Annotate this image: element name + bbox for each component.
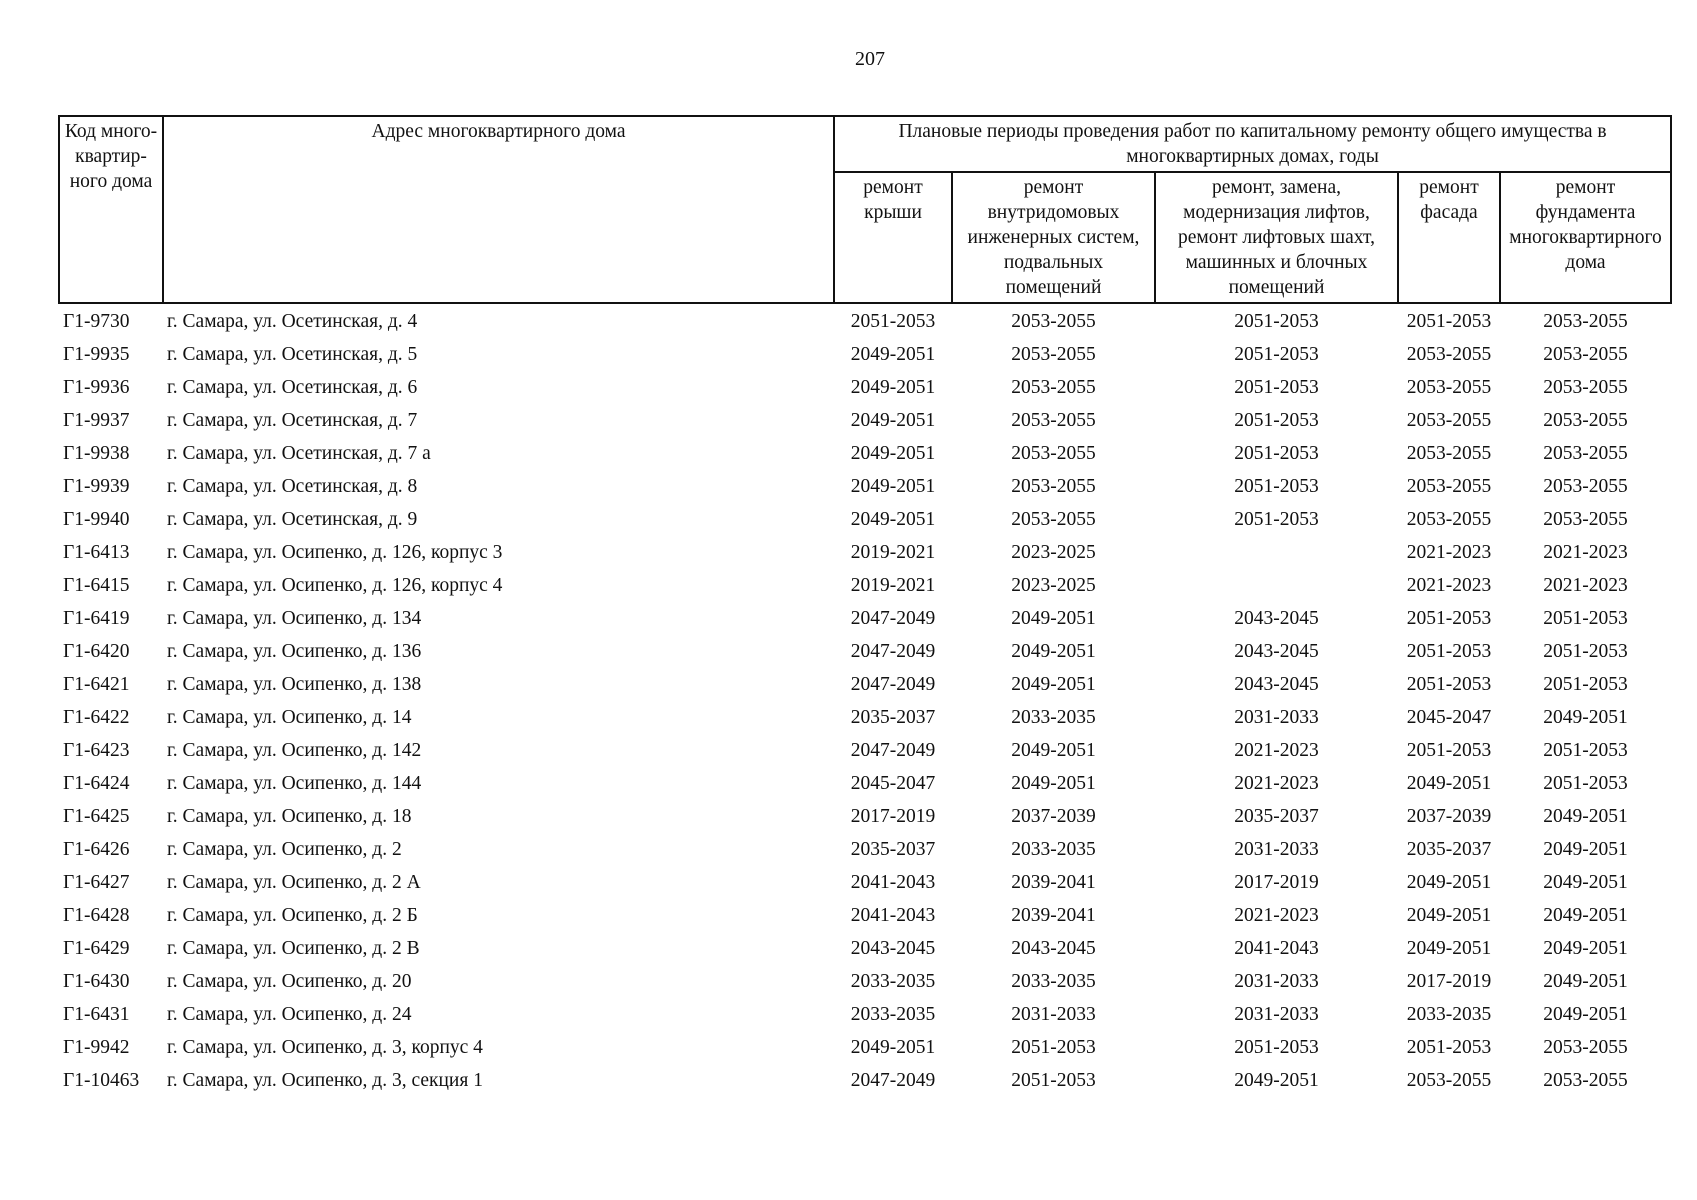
cell-code: Г1-9939 (63, 476, 130, 497)
cell-code: Г1-6431 (63, 1004, 130, 1025)
cell-roof: 2051-2053 (850, 311, 936, 332)
cell-lifts: 2051-2053 (1234, 1037, 1319, 1058)
cell-roof: 2047-2049 (850, 641, 936, 662)
table-body (59, 303, 1671, 1097)
cell-facade: 2051-2053 (1406, 674, 1492, 695)
cell-foundation: 2053-2055 (1543, 476, 1628, 497)
cell-foundation: 2049-2051 (1543, 938, 1628, 959)
table-row (59, 569, 1671, 602)
cell-systems: 2023-2025 (1011, 575, 1096, 596)
table-row (59, 404, 1671, 437)
cell-facade: 2037-2039 (1406, 806, 1492, 827)
cell-address: г. Самара, ул. Осипенко, д. 134 (167, 608, 422, 629)
cell-systems: 2033-2035 (1011, 839, 1096, 860)
cell-code: Г1-6424 (63, 773, 130, 794)
cell-facade: 2035-2037 (1406, 839, 1492, 860)
cell-systems: 2049-2051 (1011, 674, 1096, 695)
cell-facade: 2053-2055 (1406, 344, 1492, 365)
cell-foundation: 2053-2055 (1543, 443, 1628, 464)
cell-systems: 2031-2033 (1011, 1004, 1096, 1025)
table-row (59, 833, 1671, 866)
cell-lifts: 2051-2053 (1234, 443, 1319, 464)
cell-facade: 2053-2055 (1406, 377, 1492, 398)
cell-lifts: 2021-2023 (1234, 740, 1319, 761)
cell-address: г. Самара, ул. Осипенко, д. 2 (167, 839, 402, 860)
cell-systems: 2049-2051 (1011, 641, 1096, 662)
cell-address: г. Самара, ул. Осетинская, д. 7 (167, 410, 418, 431)
table-row (59, 303, 1671, 338)
cell-roof: 2033-2035 (850, 1004, 936, 1025)
cell-code: Г1-6427 (63, 872, 130, 893)
cell-systems: 2037-2039 (1011, 806, 1096, 827)
cell-lifts: 2031-2033 (1234, 1004, 1319, 1025)
cell-facade: 2053-2055 (1406, 443, 1492, 464)
cell-address: г. Самара, ул. Осипенко, д. 142 (167, 740, 422, 761)
cell-address: г. Самара, ул. Осипенко, д. 2 А (167, 872, 421, 893)
cell-code: Г1-9937 (63, 410, 130, 431)
cell-roof: 2049-2051 (850, 476, 936, 497)
cell-code: Г1-9942 (63, 1037, 130, 1058)
cell-systems: 2051-2053 (1011, 1070, 1096, 1091)
header-roof: ремонт крыши (834, 172, 952, 303)
cell-foundation: 2049-2051 (1543, 839, 1628, 860)
header-facade: ремонт фасада (1398, 172, 1500, 303)
cell-code: Г1-6430 (63, 971, 130, 992)
table-row (59, 932, 1671, 965)
cell-roof: 2047-2049 (850, 740, 936, 761)
cell-facade: 2049-2051 (1406, 905, 1492, 926)
cell-foundation: 2053-2055 (1543, 1070, 1628, 1091)
cell-foundation: 2049-2051 (1543, 1004, 1628, 1025)
cell-systems: 2051-2053 (1011, 1037, 1096, 1058)
cell-lifts: 2043-2045 (1234, 674, 1319, 695)
cell-code: Г1-10463 (63, 1070, 140, 1091)
cell-lifts: 2035-2037 (1234, 806, 1319, 827)
cell-roof: 2045-2047 (850, 773, 936, 794)
header-lifts: ремонт, замена, модернизация лифтов, ремонт лифтовых шахт, машинных и блочных помещений (1155, 172, 1398, 303)
table-row (59, 701, 1671, 734)
cell-address: г. Самара, ул. Осипенко, д. 3, секция 1 (167, 1070, 483, 1091)
cell-systems: 2049-2051 (1011, 740, 1096, 761)
cell-code: Г1-6422 (63, 707, 130, 728)
cell-lifts: 2043-2045 (1234, 608, 1319, 629)
cell-facade: 2053-2055 (1406, 1070, 1492, 1091)
header-row-top (59, 116, 1671, 172)
cell-foundation: 2051-2053 (1543, 740, 1628, 761)
cell-facade: 2049-2051 (1406, 773, 1492, 794)
table-row (59, 437, 1671, 470)
cell-lifts: 2041-2043 (1234, 938, 1319, 959)
cell-foundation: 2053-2055 (1543, 1037, 1628, 1058)
cell-lifts: 2051-2053 (1234, 476, 1319, 497)
cell-code: Г1-9940 (63, 509, 130, 530)
cell-foundation: 2051-2053 (1543, 674, 1628, 695)
table-row (59, 536, 1671, 569)
header-systems: ремонт внутридомовых инженерных систем, подвальных помещений (952, 172, 1155, 303)
cell-lifts: 2051-2053 (1234, 377, 1319, 398)
cell-roof: 2049-2051 (850, 509, 936, 530)
cell-lifts (1155, 569, 1398, 602)
cell-foundation: 2053-2055 (1543, 410, 1628, 431)
page-number: 207 (855, 48, 885, 70)
cell-foundation: 2053-2055 (1543, 377, 1628, 398)
cell-systems: 2023-2025 (1011, 542, 1096, 563)
cell-address: г. Самара, ул. Осипенко, д. 136 (167, 641, 422, 662)
table-row (59, 734, 1671, 767)
cell-roof: 2019-2021 (850, 542, 936, 563)
cell-systems: 2053-2055 (1011, 410, 1096, 431)
cell-address: г. Самара, ул. Осипенко, д. 2 В (167, 938, 420, 959)
cell-facade: 2051-2053 (1406, 311, 1492, 332)
cell-systems: 2033-2035 (1011, 971, 1096, 992)
cell-foundation: 2051-2053 (1543, 773, 1628, 794)
cell-address: г. Самара, ул. Осипенко, д. 126, корпус 3 (167, 542, 503, 563)
table-row (59, 965, 1671, 998)
cell-address: г. Самара, ул. Осетинская, д. 6 (167, 377, 418, 398)
cell-systems: 2053-2055 (1011, 509, 1096, 530)
cell-lifts: 2049-2051 (1234, 1070, 1319, 1091)
cell-systems: 2053-2055 (1011, 311, 1096, 332)
cell-systems: 2043-2045 (1011, 938, 1096, 959)
cell-systems: 2049-2051 (1011, 608, 1096, 629)
cell-code: Г1-9938 (63, 443, 130, 464)
cell-facade: 2021-2023 (1406, 575, 1492, 596)
cell-address: г. Самара, ул. Осипенко, д. 126, корпус 4 (167, 575, 503, 596)
cell-foundation: 2051-2053 (1543, 641, 1628, 662)
cell-lifts: 2051-2053 (1234, 344, 1319, 365)
table-row (59, 800, 1671, 833)
cell-facade: 2045-2047 (1406, 707, 1492, 728)
cell-code: Г1-9730 (63, 311, 130, 332)
table-row (59, 503, 1671, 536)
cell-address: г. Самара, ул. Осетинская, д. 5 (167, 344, 418, 365)
cell-systems: 2053-2055 (1011, 344, 1096, 365)
cell-address: г. Самара, ул. Осипенко, д. 14 (167, 707, 412, 728)
cell-address: г. Самара, ул. Осипенко, д. 24 (167, 1004, 412, 1025)
header-foundation: ремонт фундамента многоквартирного дома (1500, 172, 1671, 303)
cell-address: г. Самара, ул. Осипенко, д. 144 (167, 773, 422, 794)
cell-facade: 2021-2023 (1406, 542, 1492, 563)
cell-address: г. Самара, ул. Осетинская, д. 9 (167, 509, 418, 530)
cell-lifts: 2051-2053 (1234, 509, 1319, 530)
cell-facade: 2053-2055 (1406, 509, 1492, 530)
cell-roof: 2047-2049 (850, 674, 936, 695)
cell-address: г. Самара, ул. Осипенко, д. 138 (167, 674, 422, 695)
cell-foundation: 2049-2051 (1543, 707, 1628, 728)
table-row (59, 470, 1671, 503)
cell-systems: 2033-2035 (1011, 707, 1096, 728)
cell-lifts: 2031-2033 (1234, 707, 1319, 728)
cell-roof: 2019-2021 (850, 575, 936, 596)
cell-roof: 2049-2051 (850, 377, 936, 398)
cell-systems: 2039-2041 (1011, 905, 1096, 926)
cell-foundation: 2049-2051 (1543, 905, 1628, 926)
cell-address: г. Самара, ул. Осипенко, д. 20 (167, 971, 412, 992)
cell-foundation: 2049-2051 (1543, 806, 1628, 827)
cell-foundation: 2021-2023 (1543, 575, 1628, 596)
cell-facade: 2053-2055 (1406, 410, 1492, 431)
cell-code: Г1-6413 (63, 542, 130, 563)
table-row (59, 635, 1671, 668)
cell-facade: 2051-2053 (1406, 1037, 1492, 1058)
cell-foundation: 2053-2055 (1543, 311, 1628, 332)
cell-lifts: 2051-2053 (1234, 311, 1319, 332)
cell-facade: 2049-2051 (1406, 872, 1492, 893)
table-row (59, 1031, 1671, 1064)
table-row (59, 371, 1671, 404)
table-row (59, 866, 1671, 899)
cell-systems: 2053-2055 (1011, 476, 1096, 497)
cell-facade: 2049-2051 (1406, 938, 1492, 959)
cell-facade: 2051-2053 (1406, 608, 1492, 629)
cell-lifts: 2017-2019 (1234, 872, 1319, 893)
table-row (59, 338, 1671, 371)
cell-facade: 2051-2053 (1406, 641, 1492, 662)
table-row (59, 1064, 1671, 1097)
cell-foundation: 2021-2023 (1543, 542, 1628, 563)
cell-address: г. Самара, ул. Осипенко, д. 18 (167, 806, 412, 827)
cell-code: Г1-6420 (63, 641, 130, 662)
cell-facade: 2033-2035 (1406, 1004, 1492, 1025)
table-row (59, 998, 1671, 1031)
cell-code: Г1-6415 (63, 575, 130, 596)
repair-schedule-table (58, 115, 1672, 1097)
cell-lifts: 2051-2053 (1234, 410, 1319, 431)
cell-roof: 2035-2037 (850, 707, 936, 728)
cell-code: Г1-6428 (63, 905, 130, 926)
cell-systems: 2049-2051 (1011, 773, 1096, 794)
cell-code: Г1-6423 (63, 740, 130, 761)
table-row (59, 767, 1671, 800)
cell-roof: 2041-2043 (850, 872, 936, 893)
cell-code: Г1-6429 (63, 938, 130, 959)
cell-code: Г1-6421 (63, 674, 130, 695)
table-row (59, 899, 1671, 932)
cell-code: Г1-6419 (63, 608, 130, 629)
cell-roof: 2047-2049 (850, 608, 936, 629)
cell-foundation: 2051-2053 (1543, 608, 1628, 629)
cell-foundation: 2049-2051 (1543, 872, 1628, 893)
cell-lifts: 2021-2023 (1234, 773, 1319, 794)
cell-roof: 2047-2049 (850, 1070, 936, 1091)
cell-facade: 2051-2053 (1406, 740, 1492, 761)
cell-roof: 2043-2045 (850, 938, 936, 959)
cell-foundation: 2053-2055 (1543, 509, 1628, 530)
cell-systems: 2039-2041 (1011, 872, 1096, 893)
cell-roof: 2049-2051 (850, 344, 936, 365)
cell-roof: 2041-2043 (850, 905, 936, 926)
cell-roof: 2049-2051 (850, 1037, 936, 1058)
cell-address: г. Самара, ул. Осетинская, д. 7 а (167, 443, 431, 464)
cell-systems: 2053-2055 (1011, 377, 1096, 398)
cell-foundation: 2049-2051 (1543, 971, 1628, 992)
table-row (59, 668, 1671, 701)
cell-lifts: 2031-2033 (1234, 839, 1319, 860)
cell-lifts: 2031-2033 (1234, 971, 1319, 992)
cell-code: Г1-9935 (63, 344, 130, 365)
cell-code: Г1-9936 (63, 377, 130, 398)
cell-facade: 2053-2055 (1406, 476, 1492, 497)
cell-lifts: 2021-2023 (1234, 905, 1319, 926)
cell-lifts: 2043-2045 (1234, 641, 1319, 662)
cell-code: Г1-6425 (63, 806, 130, 827)
header-address: Адрес многоквартирного дома (163, 116, 834, 303)
cell-address: г. Самара, ул. Осипенко, д. 3, корпус 4 (167, 1037, 483, 1058)
cell-facade: 2017-2019 (1406, 971, 1492, 992)
cell-roof: 2035-2037 (850, 839, 936, 860)
cell-lifts (1155, 536, 1398, 569)
cell-roof: 2017-2019 (850, 806, 936, 827)
cell-roof: 2033-2035 (850, 971, 936, 992)
cell-address: г. Самара, ул. Осетинская, д. 4 (167, 311, 418, 332)
cell-systems: 2053-2055 (1011, 443, 1096, 464)
cell-roof: 2049-2051 (850, 443, 936, 464)
cell-foundation: 2053-2055 (1543, 344, 1628, 365)
cell-address: г. Самара, ул. Осетинская, д. 8 (167, 476, 418, 497)
header-code: Код много-квартир-ного дома (59, 116, 163, 303)
cell-roof: 2049-2051 (850, 410, 936, 431)
cell-code: Г1-6426 (63, 839, 130, 860)
table-row (59, 602, 1671, 635)
header-periods: Плановые периоды проведения работ по капитальному ремонту общего имущества в многоквартирных домах, годы (834, 116, 1671, 172)
cell-address: г. Самара, ул. Осипенко, д. 2 Б (167, 905, 418, 926)
